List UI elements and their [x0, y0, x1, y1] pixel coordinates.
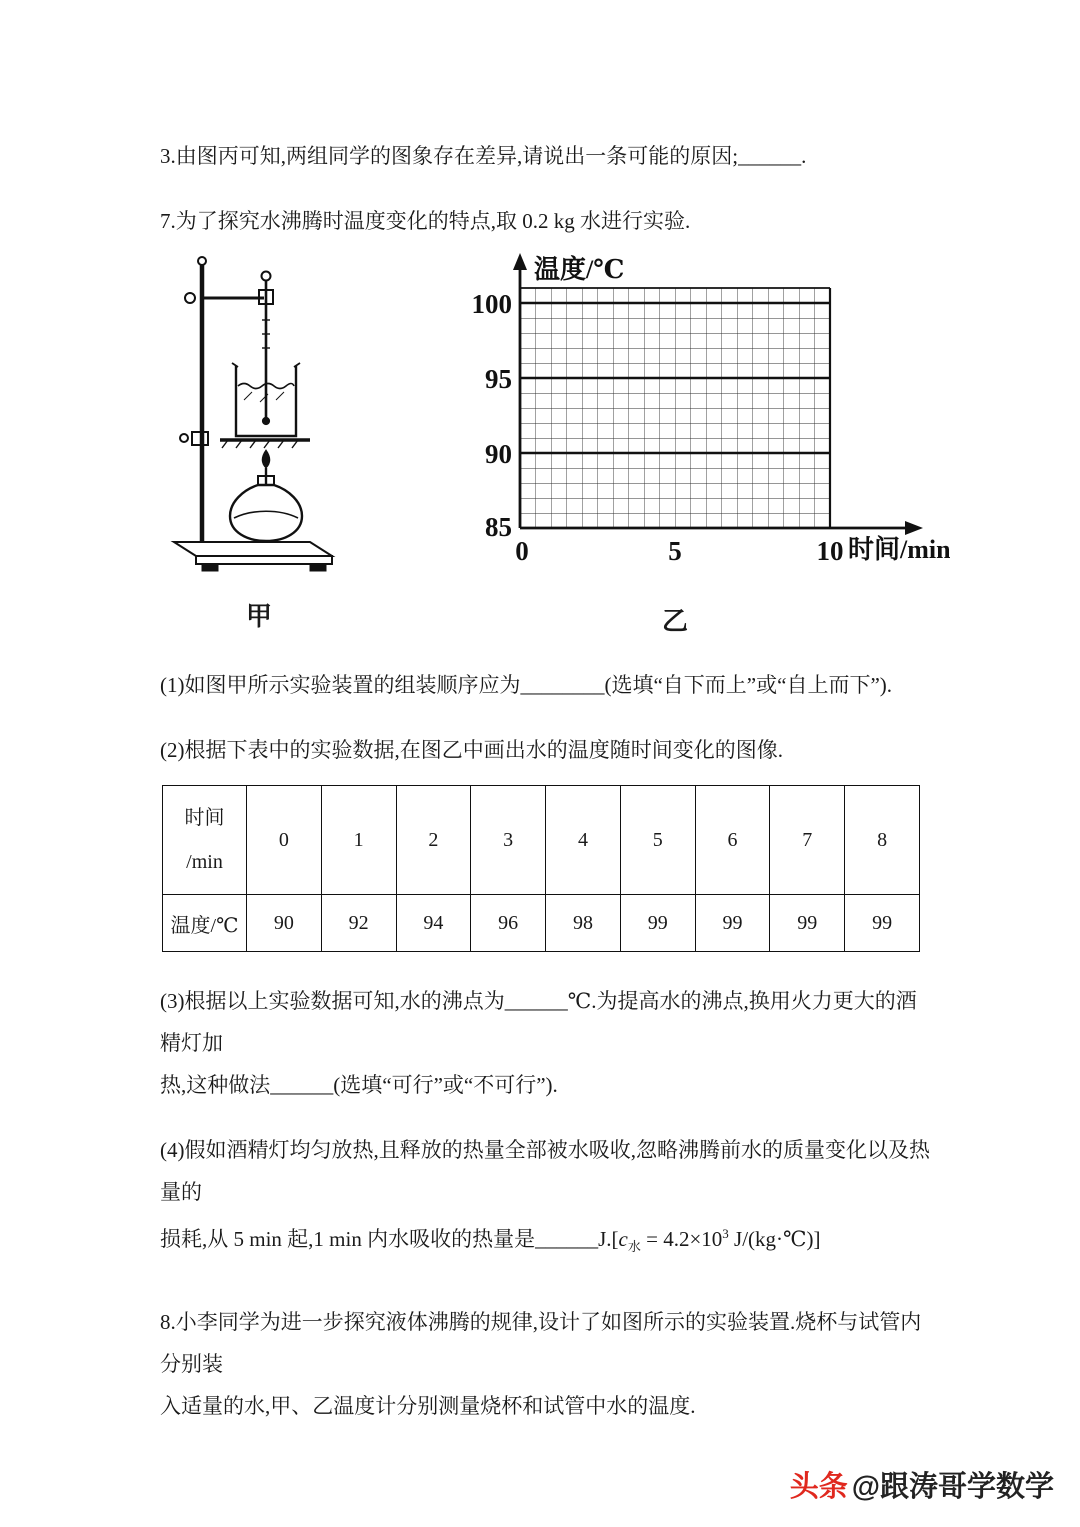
question-7-3-text — [160, 980, 930, 1106]
thermometer-clamp — [185, 290, 273, 304]
time-cell: 7 — [770, 786, 845, 895]
toutiao-logo: 头条 — [789, 1471, 848, 1503]
specific-heat-symbol: c — [618, 1227, 628, 1251]
y-tick-95: 95 — [485, 364, 512, 394]
question-7-4-line1: (4)假如酒精灯均匀放热,且释放的热量全部被水吸收,忽略沸腾前水的质量变化以及热量的 — [160, 1138, 930, 1204]
temperature-time-grid — [450, 250, 950, 585]
x-axis-arrow — [905, 521, 923, 535]
question-7-3-line2: 热,这种做法______(选填“可行”或“不可行”). — [160, 1073, 558, 1097]
plot-grid — [520, 288, 830, 528]
temperature-cell: 99 — [620, 895, 695, 952]
y-tick-100: 100 — [471, 289, 512, 319]
time-cell: 8 — [845, 786, 920, 895]
temperature-cell: 92 — [321, 895, 396, 952]
caption-yi: 乙 — [661, 607, 688, 636]
time-cell: 5 — [620, 786, 695, 895]
y-tick-85: 85 — [485, 512, 512, 542]
experiment-data-table — [162, 785, 920, 952]
time-cell: 1 — [321, 786, 396, 895]
temperature-cell: 99 — [770, 895, 845, 952]
question-7-4-line2-part3: J/(kg·℃)] — [728, 1227, 821, 1251]
y-axis-label: 温度/℃ — [534, 255, 625, 284]
y-tick-90: 90 — [485, 439, 512, 469]
question-8-line1: 8.小李同学为进一步探究液体沸腾的规律,设计了如图所示的实验装置.烧杯与试管内分别装 — [160, 1310, 922, 1377]
question-7-figure — [160, 250, 950, 638]
exponent: 3 — [722, 1226, 729, 1241]
table-row-time — [163, 786, 920, 895]
question-7-4-line2-part1: 损耗,从 5 min 起,1 min 内水吸收的热量是______J.[ — [160, 1227, 619, 1251]
question-7-2-text: (2)根据下表中的实验数据,在图乙中画出水的温度随时间变化的图像. — [160, 738, 783, 762]
watermark-handle: @跟涛哥学数学 — [851, 1471, 1054, 1503]
temperature-cell: 96 — [471, 895, 546, 952]
question-3-text: 3.由图丙可知,两组同学的图象存在差异,请说出一条可能的原因;______. — [160, 144, 807, 168]
alcohol-lamp — [230, 450, 302, 541]
table-row-temperature — [163, 895, 920, 952]
question-7-4-text — [160, 1129, 930, 1268]
ring-and-gauze — [180, 432, 310, 448]
question-7-text: 7.为了探究水沸腾时温度变化的特点,取 0.2 kg 水进行实验. — [160, 209, 691, 233]
question-7-3-line1: (3)根据以上实验数据可知,水的沸点为______℃.为提高水的沸点,换用火力更大的酒精灯加 — [160, 989, 917, 1055]
time-header-cell — [163, 786, 247, 895]
time-cell: 2 — [396, 786, 471, 895]
temperature-header-cell: 温度/℃ — [163, 895, 247, 952]
time-cell: 0 — [247, 786, 322, 895]
question-7-1-text: (1)如图甲所示实验装置的组装顺序应为________(选填“自下而上”或“自上而下”). — [160, 673, 893, 697]
time-cell: 6 — [695, 786, 770, 895]
apparatus-block — [164, 250, 354, 633]
apparatus-diagram — [164, 250, 354, 580]
x-tick-10: 10 — [816, 536, 844, 566]
temperature-cell: 99 — [695, 895, 770, 952]
time-cell: 3 — [471, 786, 546, 895]
y-axis-arrow — [513, 253, 527, 270]
time-cell: 4 — [546, 786, 621, 895]
iron-stand — [174, 257, 332, 571]
temperature-cell: 90 — [247, 895, 322, 952]
x-axis-label: 时间/min — [848, 535, 950, 564]
question-8-text — [160, 1301, 930, 1427]
time-header-line2: /min — [186, 851, 223, 873]
specific-heat-subscript: 水 — [627, 1239, 641, 1255]
temperature-cell: 99 — [845, 895, 920, 952]
time-header-line1: 时间 — [184, 807, 225, 829]
temperature-cell: 98 — [546, 895, 621, 952]
x-tick-0: 0 — [515, 536, 529, 566]
x-tick-5: 5 — [668, 536, 682, 566]
caption-jia: 甲 — [245, 602, 272, 631]
question-7-4-line2-part2: = 4.2×10 — [640, 1227, 723, 1251]
temperature-cell: 94 — [396, 895, 471, 952]
thermometer — [262, 272, 271, 425]
chart-block — [450, 250, 950, 638]
watermark — [790, 1464, 1054, 1505]
question-8-line2: 入适量的水,甲、乙温度计分别测量烧杯和试管中水的温度. — [160, 1394, 696, 1419]
